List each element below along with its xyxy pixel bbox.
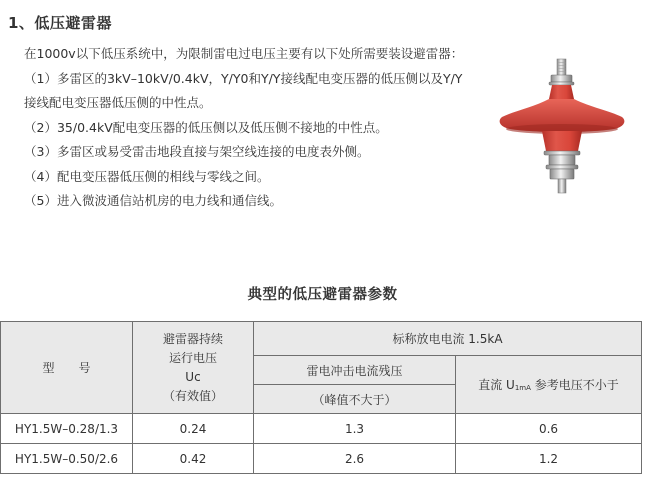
header-voltage-line-2: 运行电压 bbox=[168, 350, 217, 365]
intro-lead: 在1000v以下低压系统中，为限制雷电过电压主要有以下处所需要装设避雷器： bbox=[24, 46, 464, 61]
table-row bbox=[1, 414, 642, 444]
bottom-washer bbox=[544, 151, 580, 155]
intro-item-1: （1）多雷区的3kV–10kV/0.4kV，Y/Y0和Y/Y接线配电变压器的低压侧以及Y/Y接线配电变压器低压侧的中性点。 bbox=[24, 70, 463, 110]
header-nominal-current: 标称放电电流 1.5kA bbox=[254, 322, 642, 356]
intro-item-5: （5）进入微波通信站机房的电力线和通信线。 bbox=[24, 193, 282, 208]
intro-item-4: （4）配电变压器低压侧的相线与零线之间。 bbox=[24, 168, 270, 184]
bottom-nut bbox=[549, 155, 575, 165]
cell-residual: 1.3 bbox=[254, 414, 456, 444]
lower-body bbox=[542, 131, 582, 151]
top-washer bbox=[549, 82, 574, 85]
cell-reference: 0.6 bbox=[456, 414, 642, 444]
header-voltage-line-1: 避雷器持续 bbox=[162, 331, 223, 346]
header-peak-note: （峰值不大于） bbox=[254, 385, 456, 414]
section-title: 1、低压避雷器 bbox=[8, 14, 112, 32]
top-nut bbox=[551, 75, 572, 82]
header-operating-voltage bbox=[133, 322, 254, 414]
header-model: 型 号 bbox=[1, 322, 133, 414]
intro-text bbox=[0, 42, 472, 214]
cell-uc: 0.24 bbox=[133, 414, 254, 444]
bottom-nut-2 bbox=[550, 169, 574, 179]
upper-neck bbox=[549, 85, 574, 99]
cell-reference: 1.2 bbox=[456, 444, 642, 474]
header-reference-voltage bbox=[456, 356, 642, 414]
table-row bbox=[1, 444, 642, 474]
header-ref-subscript: 1mA bbox=[514, 384, 531, 392]
cell-model: HY1.5W–0.28/1.3 bbox=[1, 414, 133, 444]
intro-item-2: （2）35/0.4kV配电变压器的低压侧以及低压侧不接地的中性点。 bbox=[24, 119, 388, 135]
bottom-washer-2 bbox=[546, 165, 578, 169]
header-voltage-line-3: Uc bbox=[185, 369, 201, 384]
header-ref-prefix: 直流 U bbox=[478, 378, 515, 392]
intro-item-3: （3）多雷区或易受雷击地段直接与架空线连接的电度表外侧。 bbox=[24, 144, 370, 159]
cell-model: HY1.5W–0.50/2.6 bbox=[1, 444, 133, 474]
parameters-table bbox=[0, 321, 642, 474]
bottom-stud bbox=[558, 179, 566, 193]
header-ref-suffix: 参考电压不小于 bbox=[534, 378, 619, 392]
header-voltage-line-4: （有效值） bbox=[162, 388, 223, 403]
cell-uc: 0.42 bbox=[133, 444, 254, 474]
surge-arrester-photo bbox=[494, 55, 630, 197]
cell-residual: 2.6 bbox=[254, 444, 456, 474]
header-residual-voltage: 雷电冲击电流残压 bbox=[254, 356, 456, 385]
table-title: 典型的低压避雷器参数 bbox=[247, 287, 398, 303]
